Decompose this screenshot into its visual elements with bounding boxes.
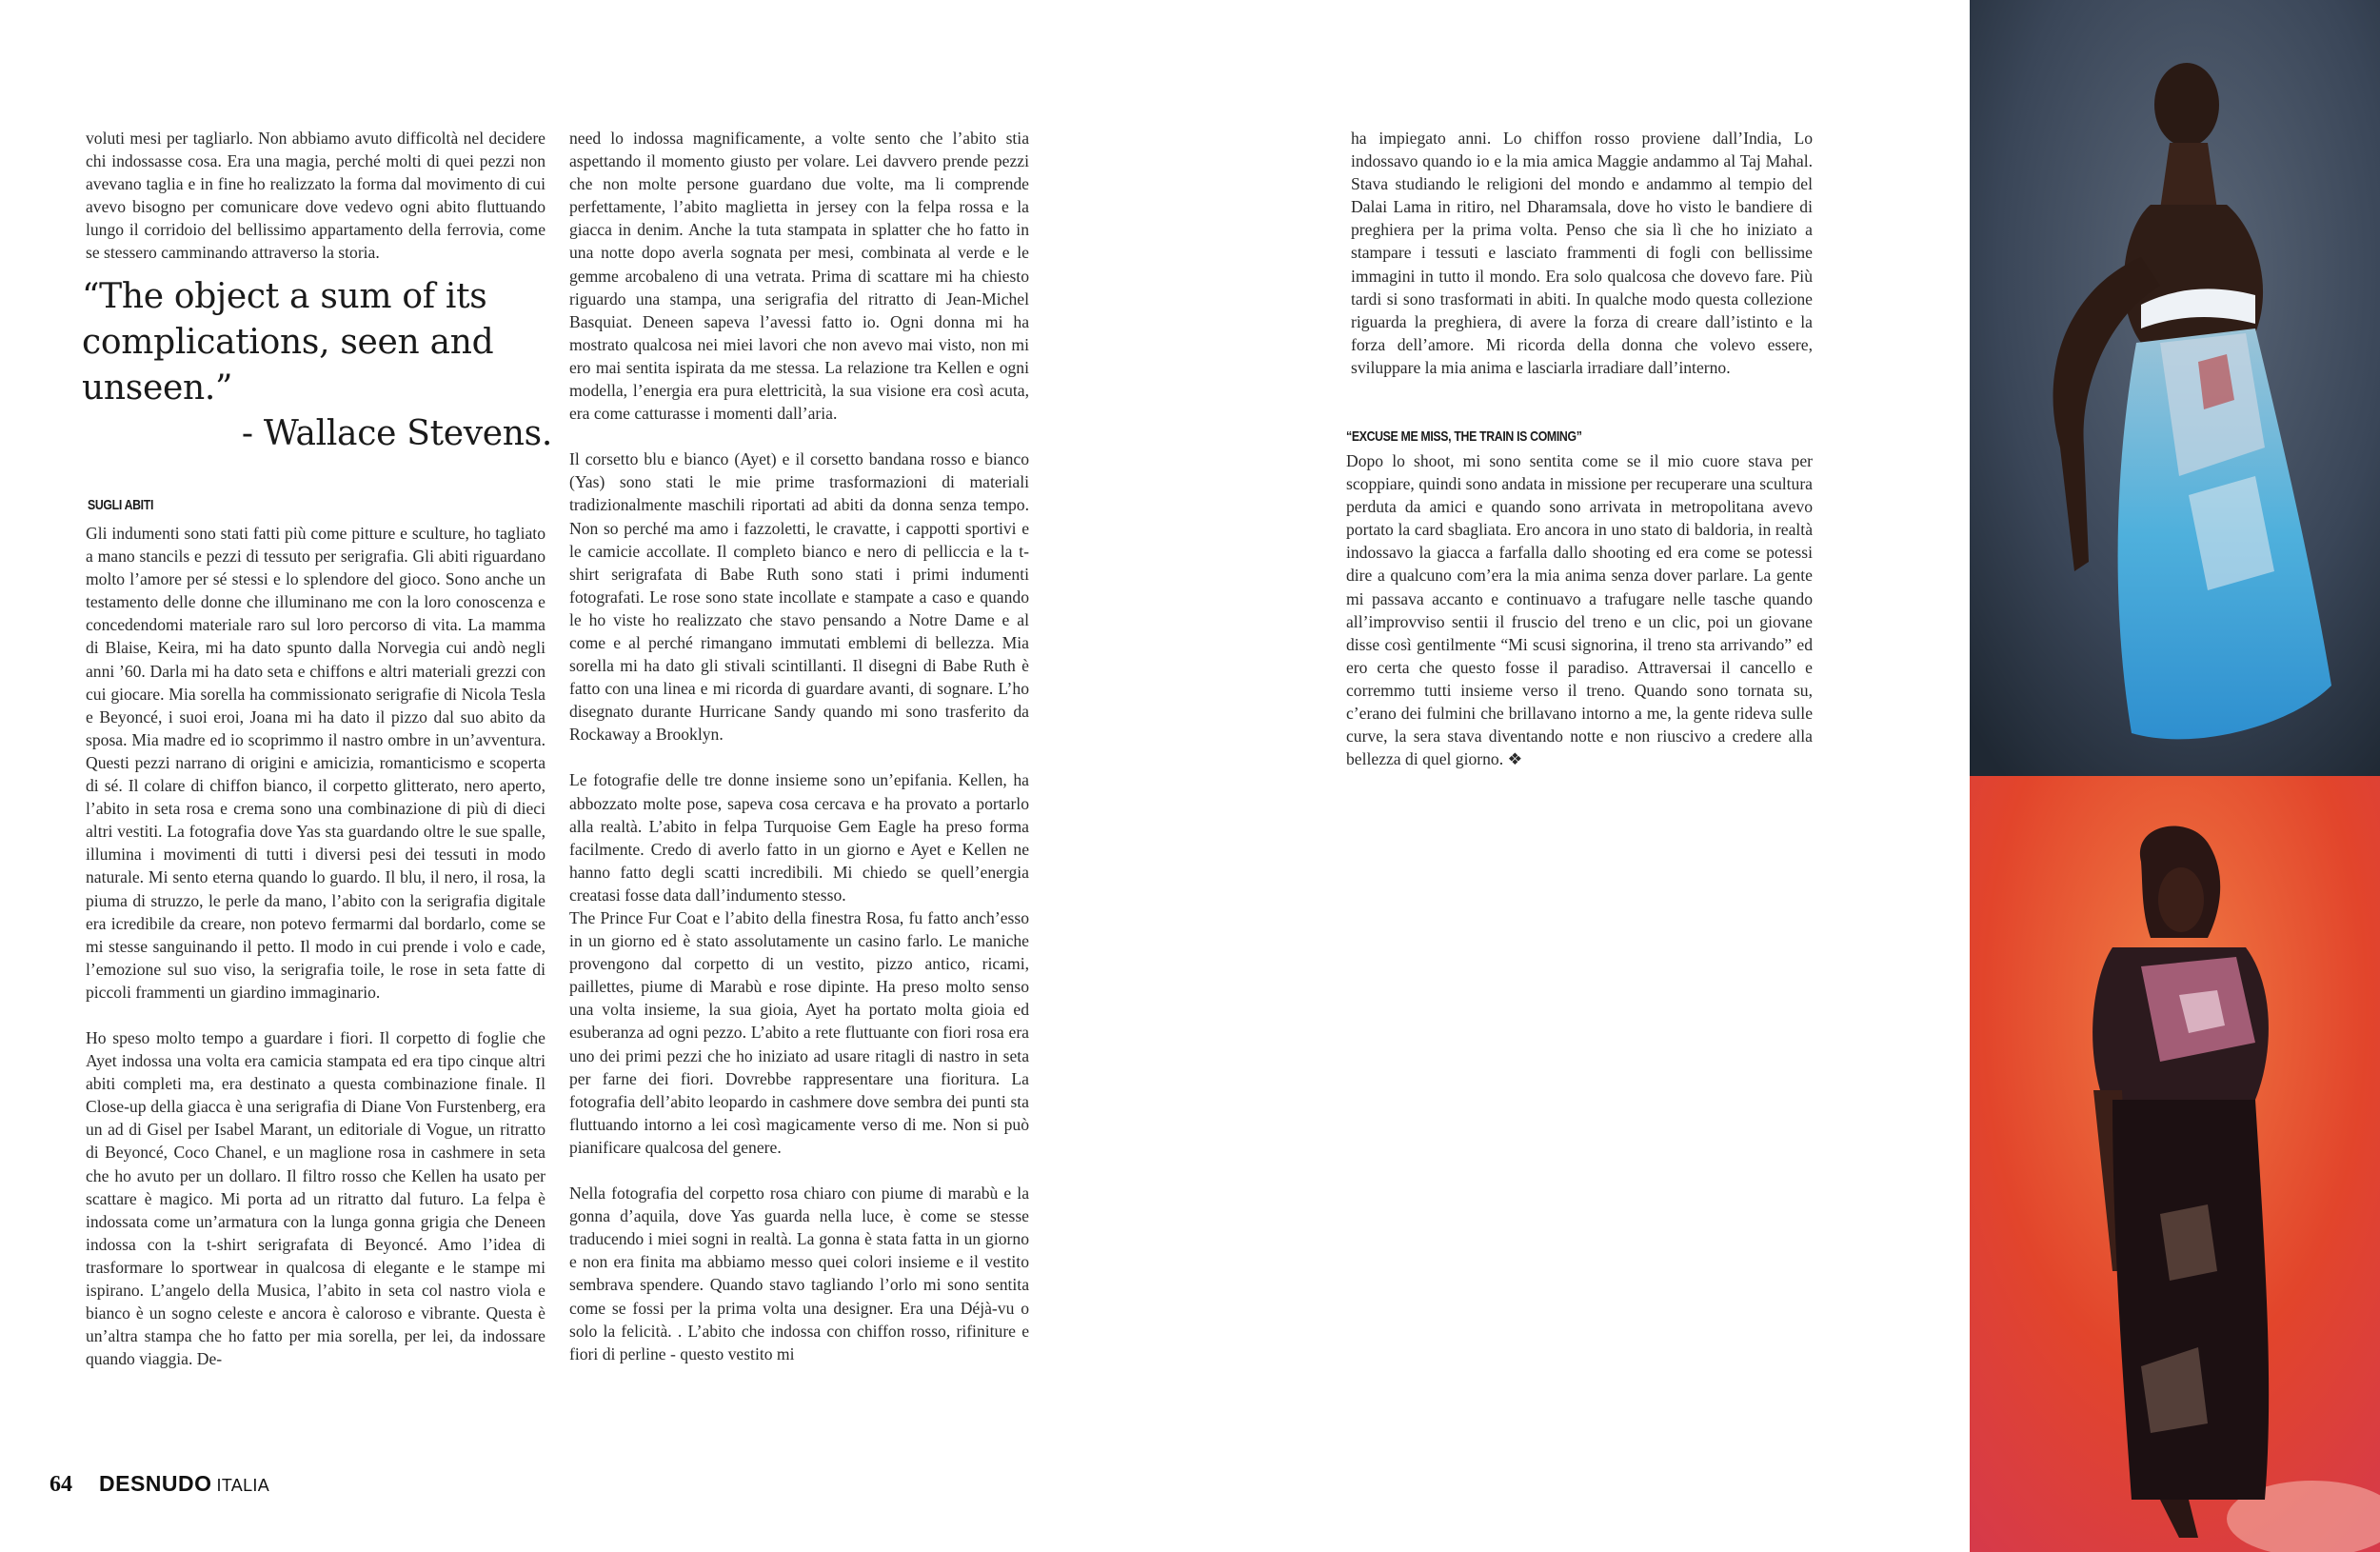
photo-model-blue-dress — [1970, 0, 2380, 776]
column-1-intro: voluti mesi per tagliarlo. Non abbiamo avuto difficoltà nel decidere chi indossasse cosa. Era una magia, perché molti di quei pezzi non avevano taglia e in fine ho realizzato la forma dal movimento di cui avevo bisogno per comunicare dove vedevo ogni abito fluttuando lungo il corridoio del bellissimo appartamento della ferrovia, come se stessero camminando attraverso la storia. — [86, 129, 545, 263]
pull-quote-attribution: - Wallace Stevens. — [241, 414, 552, 453]
column-2-paragraph-3: Le fotografie delle tre donne insieme sono un’epifania. Kellen, ha abbozzato molte pose, sapeva cosa cercava e ha provato a portarlo alla realtà. L’abito in felpa Turquoise Gem Eagle ha preso forma facilmente. Credo di averlo fatto in un giorno e Ayet e Kellen ne hanno fatto degli scatti incredibili. Mi chiedo se quell’energia creatasi fosse data dall’indumento stesso. — [569, 770, 1029, 905]
sugli-abiti-paragraph-1: Gli indumenti sono stati fatti più come pitture e sculture, ho tagliato a mano stancils e pezzi di tessuto per serigrafia. Gli abiti riguardano molto l’amore per sé stessi e lo splendore del gioco. Sono anche un testamento delle donne che illuminano me con la loro conoscenza e concedendomi materiale raro sul loro percorso di vita. La mamma di Blaise, Keira, mi ha dato spunto dalla Norvegia cui andò negli anni ’60. Darla mi ha dato seta e chiffons e altri materiali grezzi con cui giocare. Mia sorella ha commissionato serigrafie di Nicola Tesla e Beyoncé, i suoi eroi, Joana mi ha dato il pizzo dal suo abito da sposa. Mia madre ed io scoprimmo il nastro ombre in un’avventura. Questi pezzi narrano di origini e amicizia, romanticismo e scoperta di sé. Il colare di chiffon bianco, il corpetto glitterato, nero aperto, l’abito in seta rosa e crema sono una combinazione di più di dieci altri vestiti. La fotografia dove Yas sta guardando oltre le sue spalle, illumina i movimenti di tutti i diversi pesi dei tessuti in modo naturale. Mi sento eterna quando lo guardo. Il blu, il nero, il rosa, la piuma di struzzo, le perle da mano, l’abito con la serigrafia digitale era icredibile da creare, non potevo fermarmi dal bordarlo, come se mi stesse sanguinando il petto. Il modo in cui prende i volo e cade, l’emozione sul suo viso, la serigrafia toile, le rose in seta fatte di piccoli frammenti un giardino immaginario. — [86, 524, 545, 1002]
page-number: 64 — [50, 1472, 72, 1497]
pull-quote — [82, 274, 552, 457]
section-heading-sugli-abiti: SUGLI ABITI — [88, 497, 154, 513]
page-footer — [50, 1471, 269, 1498]
column-2 — [569, 127, 1029, 1365]
column-3-body — [1346, 449, 1813, 770]
photo-model-red-background-graphic — [1970, 776, 2380, 1552]
column-1-body — [86, 522, 545, 1370]
photo-model-red-background — [1970, 776, 2380, 1552]
photo-model-blue-dress-graphic — [1970, 0, 2380, 776]
column-2-paragraph-4: The Prince Fur Coat e l’abito della finestra Rosa, fu fatto anch’esso in un giorno ed è stato assolutamente un casino farlo. Le maniche provengono dal corpetto di un vestito, pizzo antico, ricami, paillettes, piume di Marabù e rose dipinte. Ha preso molto senso una volta insieme, la sua gioia, Ayet ha portato molta gioia ed esuberanza ad ogni pezzo. L’abito a rete fluttuante con fiori rosa era uno dei primi pezzi che ho iniziato ad usare ritagli di nastro in seta per farne dei fiori. Dovrebbe rappresentare una fioritura. La fotografia dell’abito leopardo in cashmere dove sembra dei punti sta fluttuando intorno a lei così magicamente verso di me. Non si può pianificare qualcosa del genere. — [569, 908, 1029, 1157]
magazine-name: DESNUDO — [99, 1471, 212, 1496]
pull-quote-text: “The object a sum of its complications, seen and unseen.” — [82, 277, 494, 408]
column-3 — [1351, 127, 1813, 379]
column-2-paragraph-5: Nella fotografia del corpetto rosa chiaro con piume di marabù e la gonna d’aquila, dove Yas guarda nella luce, è come se stesse traducendo i miei sogni in realtà. La gonna è stata fatta in un giorno e non era finita ma abbiamo messo quei colori insieme e il vestito sembrava spendere. Quando stavo tagliando l’orlo mi sono sentita come se fossi per la prima volta una designer. Era una Déjà-vu o solo la felicità. . L’abito che indossa con chiffon rosso, rifiniture e fiori di perline - questo vestito mi — [569, 1184, 1029, 1363]
column-2-paragraph-1: need lo indossa magnificamente, a volte sento che l’abito stia aspettando il momento giusto per volare. Lei davvero prende pezzi che non molte persone guardano due volte, ma li comprende perfettamente, l’abito maglietta in jersey con la felpa rossa e la giacca in denim. Anche la tuta stampata in splatter che ho fatto in una notte dopo averla sognata per mesi, combinata al verde e le gemme arcobaleno di una vetrata. Prima di scattare mi ha chiesto riguardo una stampa, una serigrafia del ritratto di Jean-Michel Basquiat. Deneen sapeva l’avessi fatto io. Ogni donna mi ha mostrato qualcosa nei miei lavori che non avevo mai visto, non mi ero mai sentita ispirata da me stessa. La relazione tra Kellen e ogni modella, l’energia era pura elettricità, la sua visione era così acuta, era come catturasse i momenti dall’aria. — [569, 129, 1029, 424]
column-3-paragraph-2: Dopo lo shoot, mi sono sentita come se il mio cuore stava per scoppiare, quindi sono andata in missione per recuperare una scultura perduta da amici e quando sono arrivata in metropolitana avevo portato la card sbagliata. Ero ancora in uno stato di baldoria, in realtà indossavo la giacca a farfalla dallo shooting ed era come se potessi dire a qualcuno com’era la mia anima senza dover parlare. La gente mi passava accanto e continuavo a trafugare nelle tasche quando all’improvviso sentii il fruscio del treno e un clic, poi un giovane disse così gentilmente “Mi scusi signorina, il treno sta arrivando” ed ero certa che questo fosse il paradiso. Attraversai il cancello e corremmo tutti insieme verso il treno. Quando sono tornata su, c’erano dei fulmini che brillavano intorno a me, la gente rideva sulle curve, la sera stava diventando notte e non riuscivo a credere alla bellezza di quel giorno. ❖ — [1346, 451, 1813, 769]
column-2-paragraph-2: Il corsetto blu e bianco (Ayet) e il corsetto bandana rosso e bianco (Yas) sono stati le mie prime trasformazioni di materiali tradizionalmente maschili riportati ad abiti da donna senza tempo. Non so perché ma amo i fazzoletti, le cravatte, i cappotti sportivi e le camicie accollate. Il completo bianco e nero di pelliccia e la t-shirt serigrafata di Babe Ruth sono stati i primi indumenti fotografati. Le rose sono state incollate e stampate a caso e quando le ho viste ho realizzato che stavo pensando a Notre Dame e al come e al perché rimangano immutati emblemi di bellezza. Mia sorella mi ha dato gli stivali scintillanti. Il disegni di Babe Ruth è fatto con una linea e mi ricorda di guardare avanti, di sognare. L’ho disegnato durante Hurricane Sandy quando mi sono trasferito da Rockaway a Brooklyn. — [569, 449, 1029, 745]
column-3-paragraph-1: ha impiegato anni. Lo chiffon rosso proviene dall’India, Lo indossavo quando io e la mia amica Maggie andammo al Taj Mahal. Stava studiando le religioni del mondo e andammo al tempio del Dalai Lama in ritiro, nel Dharamsala, dove ho visto le bandiere di preghiera per la prima volta. Penso che sia lì che ho iniziato a stampare i tessuti e lasciato frammenti di fogli con bellissime immagini in tutto il mondo. Era solo qualcosa che dovevo fare. Più tardi si sono trasformati in abiti. In qualche modo questa collezione riguarda la preghiera, di avere la forza di creare dall’istinto e la forza dell’amore. Mi ricorda della donna che volevo essere, sviluppare la mia anima e lasciarla irradiare dall’interno. — [1351, 129, 1813, 377]
sugli-abiti-paragraph-2: Ho speso molto tempo a guardare i fiori. Il corpetto di foglie che Ayet indossa una volta era camicia stampata ed era tipo cinque altri abiti completi ma, era destinato a questa combinazione finale. Il Close-up della giacca è una serigrafia di Diane Von Furstenberg, era un ad di Gisel per Isabel Marant, un editoriale di Vogue, un ritratto di Beyoncé, Coco Chanel, e un maglione rosa in cashmere in seta che ho avuto per un dollaro. Il filtro rosso che Kellen ha usato per scattare è magico. Mi porta ad un ritratto dal futuro. La felpa è indossata come un’armatura con la lunga gonna grigia che Deneen indossa con la t-shirt serigrafata di Beyoncé. Amo l’idea di trasformare lo sportwear in qualcosa di elegante e le stampe mi ispirano. L’angelo della Musica, l’abito in seta col nastro viola e bianco è un sogno celeste e ancora è caloroso e vibrante. Questa è un’altra stampa che ho fatto per mia sorella, per lei, da indossare quando viaggia. De- — [86, 1027, 545, 1369]
section-heading-train: “EXCUSE ME MISS, THE TRAIN IS COMING” — [1346, 428, 1582, 445]
magazine-edition: ITALIA — [216, 1476, 269, 1495]
column-1 — [86, 127, 545, 265]
